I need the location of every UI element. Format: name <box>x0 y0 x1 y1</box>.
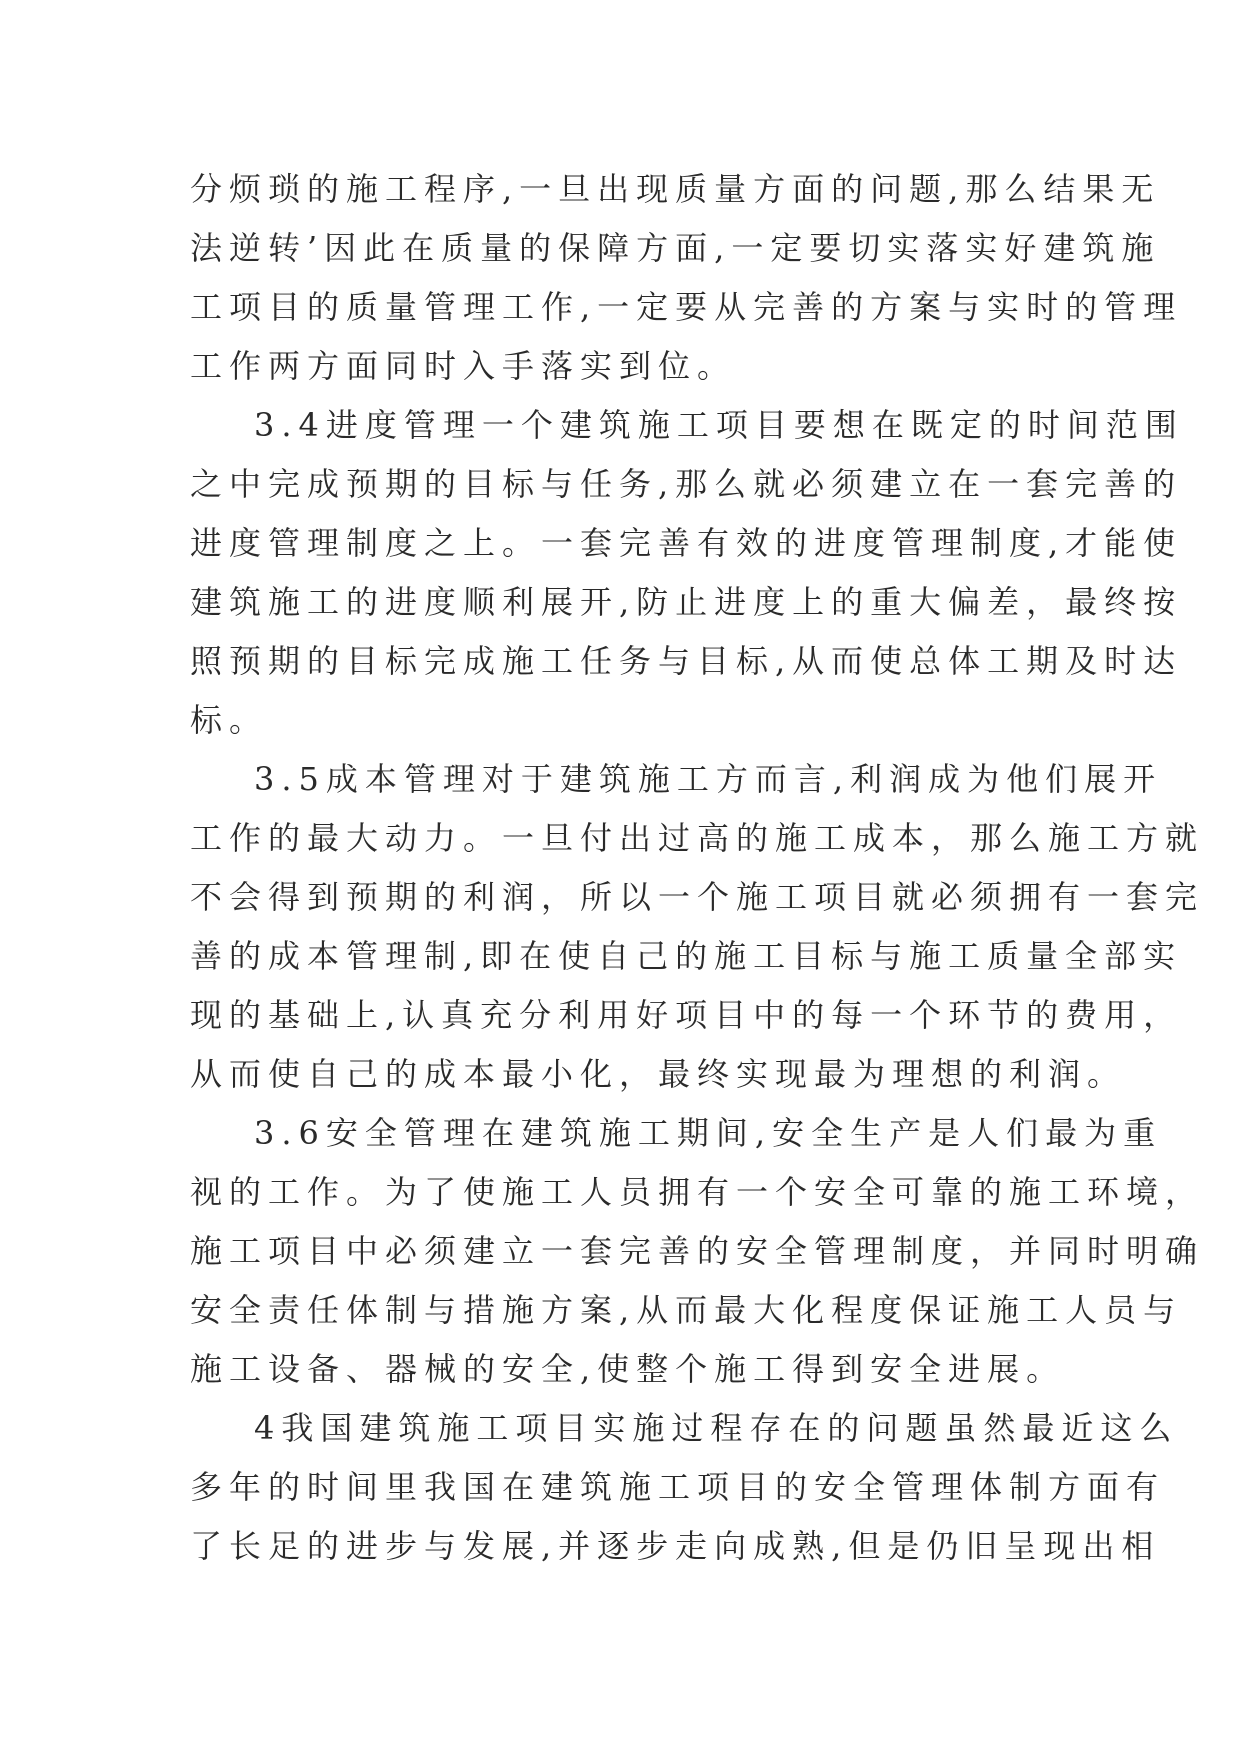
text-line: 了长足的进步与发展,并逐步走向成熟,但是仍旧呈现出相 <box>190 1527 1161 1565</box>
text-line: 从而使自己的成本最小化，最终实现最为理想的利润。 <box>190 1055 1127 1093</box>
text-line: 进度管理制度之上。一套完善有效的进度管理制度,才能使 <box>190 524 1183 562</box>
document-body <box>190 160 1205 1576</box>
text-line: 工作的最大动力。一旦付出过高的施工成本，那么施工方就 <box>190 819 1205 857</box>
text-line: 施工项目中必须建立一套完善的安全管理制度，并同时明确 <box>190 1232 1205 1270</box>
text-line: 施工设备、器械的安全,使整个施工得到安全进展。 <box>190 1350 1066 1388</box>
text-line: 建筑施工的进度顺利展开,防止进度上的重大偏差，最终按 <box>190 583 1183 621</box>
text-line: 安全责任体制与措施方案,从而最大化程度保证施工人员与 <box>190 1291 1183 1329</box>
text-line: 法逆转’因此在质量的保障方面,一定要切实落实好建筑施 <box>190 229 1161 267</box>
text-line: 分烦琐的施工程序,一旦出现质量方面的问题,那么结果无 <box>190 170 1161 208</box>
text-line: 3.5成本管理对于建筑施工方而言,利润成为他们展开 <box>254 760 1163 798</box>
text-line: 3.6安全管理在建筑施工期间,安全生产是人们最为重 <box>254 1114 1163 1152</box>
text-line: 视的工作。为了使施工人员拥有一个安全可靠的施工环境， <box>190 1173 1205 1211</box>
text-line: 现的基础上,认真充分利用好项目中的每一个环节的费用， <box>190 996 1183 1034</box>
text-line: 工作两方面同时入手落实到位。 <box>190 347 737 385</box>
text-line: 4我国建筑施工项目实施过程存在的问题虽然最近这么 <box>254 1409 1179 1447</box>
text-line: 多年的时间里我国在建筑施工项目的安全管理体制方面有 <box>190 1468 1166 1506</box>
text-line: 之中完成预期的目标与任务,那么就必须建立在一套完善的 <box>190 465 1183 503</box>
text-line: 善的成本管理制,即在使自己的施工目标与施工质量全部实 <box>190 937 1183 975</box>
text-line: 照预期的目标完成施工任务与目标,从而使总体工期及时达 <box>190 642 1183 680</box>
text-line: 不会得到预期的利润，所以一个施工项目就必须拥有一套完 <box>190 878 1205 916</box>
text-line: 3.4进度管理一个建筑施工项目要想在既定的时间范围 <box>254 406 1184 444</box>
text-line: 工项目的质量管理工作,一定要从完善的方案与实时的管理 <box>190 288 1183 326</box>
text-line: 标。 <box>190 701 269 739</box>
